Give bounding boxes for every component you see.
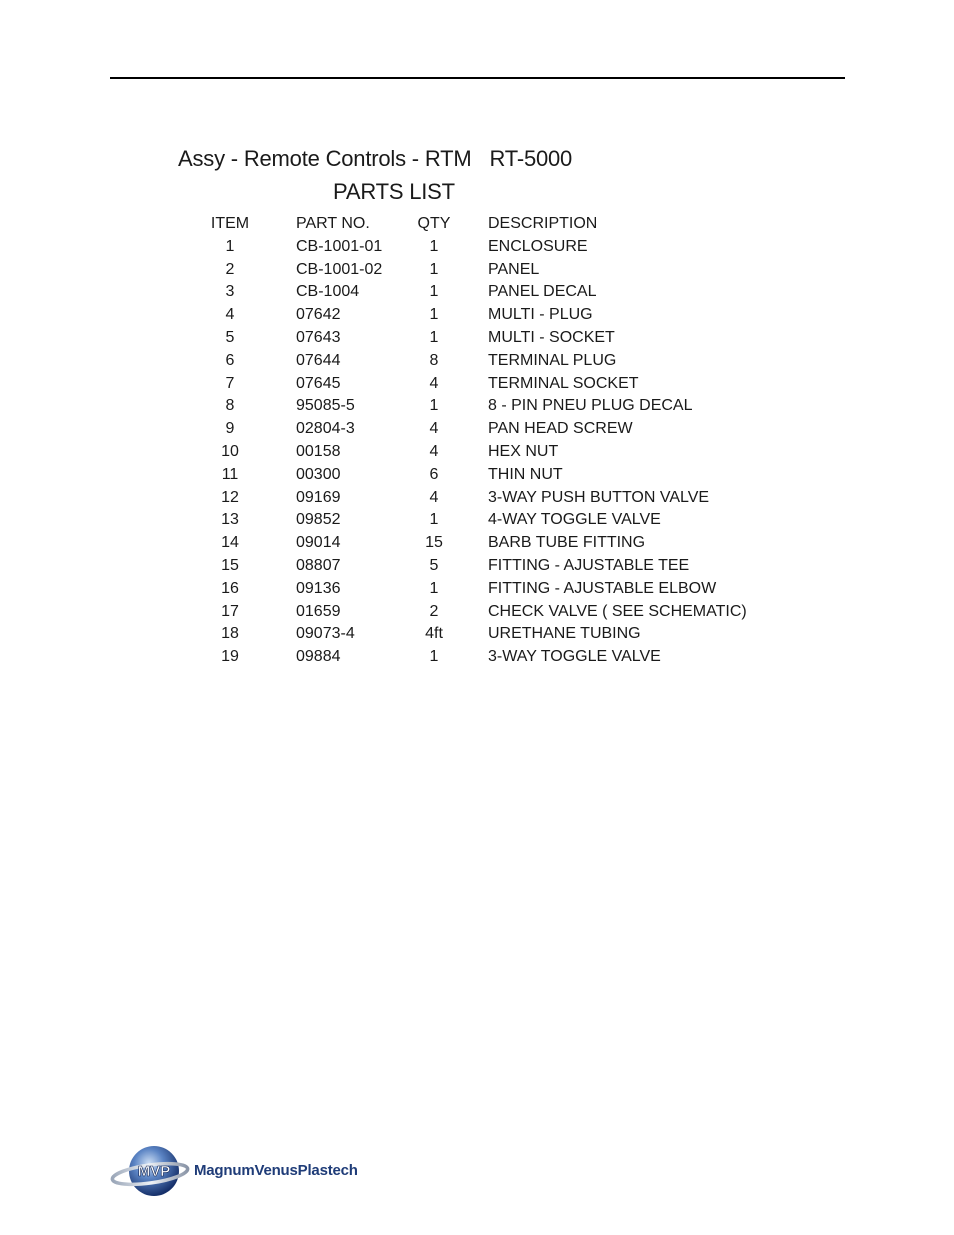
item-number: 13 (221, 511, 239, 529)
part-number: 00158 (296, 442, 341, 460)
table-row (0, 441, 954, 464)
item-number: 11 (221, 465, 239, 483)
item-number: 16 (221, 579, 239, 597)
part-number: 08807 (296, 556, 341, 574)
table-row (0, 259, 954, 282)
part-number: 09014 (296, 534, 341, 552)
item-number: 15 (221, 556, 239, 574)
item-number: 18 (221, 625, 239, 643)
table-row (0, 395, 954, 418)
part-number: CB-1004 (296, 283, 360, 301)
part-number: 09852 (296, 511, 341, 529)
column-header-qty: QTY (417, 215, 451, 232)
column-header-part-no: PART NO. (296, 215, 370, 232)
column-header-description: DESCRIPTION (488, 215, 598, 232)
description: PANEL (488, 260, 540, 278)
description: FITTING - AJUSTABLE TEE (488, 556, 690, 574)
part-number: 01659 (296, 602, 341, 620)
quantity: 1 (429, 283, 439, 301)
description: 3-WAY TOGGLE VALVE (488, 648, 661, 666)
quantity: 1 (429, 306, 439, 324)
quantity: 1 (429, 237, 439, 255)
description: THIN NUT (488, 465, 563, 483)
description: PANEL DECAL (488, 283, 597, 301)
quantity: 5 (429, 556, 439, 574)
description: 3-WAY PUSH BUTTON VALVE (488, 488, 710, 506)
item-number: 17 (221, 602, 239, 620)
quantity: 1 (429, 579, 439, 597)
part-number: 09884 (296, 648, 341, 666)
quantity: 4 (429, 420, 439, 438)
logo-mark-text: MVP (137, 1163, 171, 1180)
table-row (0, 646, 954, 669)
part-number: 07642 (296, 306, 341, 324)
part-number: 09073-4 (296, 625, 355, 643)
part-number: 07643 (296, 328, 341, 346)
description: URETHANE TUBING (488, 625, 641, 643)
part-number: 07645 (296, 374, 341, 392)
description: 4-WAY TOGGLE VALVE (488, 511, 661, 529)
description: CHECK VALVE ( SEE SCHEMATIC) (488, 602, 747, 620)
parts-table (0, 213, 954, 669)
item-number: 1 (225, 237, 235, 255)
quantity: 4 (429, 488, 439, 506)
quantity: 1 (429, 648, 439, 666)
item-number: 6 (225, 351, 235, 369)
table-row (0, 236, 954, 259)
quantity: 1 (429, 328, 439, 346)
part-number: 07644 (296, 351, 341, 369)
quantity: 1 (429, 511, 439, 529)
table-row (0, 601, 954, 624)
description: HEX NUT (488, 442, 559, 460)
table-row (0, 578, 954, 601)
company-logo (110, 1142, 410, 1202)
column-header-item: ITEM (210, 215, 250, 232)
description: TERMINAL SOCKET (488, 374, 639, 392)
assembly-title: Assy - Remote Controls - RTM (178, 146, 472, 171)
part-number: 09169 (296, 488, 341, 506)
item-number: 3 (225, 283, 235, 301)
table-row (0, 281, 954, 304)
quantity: 4 (429, 442, 439, 460)
document-title (178, 146, 572, 172)
quantity: 4ft (425, 625, 443, 643)
description: TERMINAL PLUG (488, 351, 617, 369)
description: BARB TUBE FITTING (488, 534, 646, 552)
table-row (0, 327, 954, 350)
quantity: 15 (425, 534, 443, 552)
table-row (0, 623, 954, 646)
item-number: 14 (221, 534, 239, 552)
description: 8 - PIN PNEU PLUG DECAL (488, 397, 693, 415)
item-number: 7 (225, 374, 235, 392)
part-number: 09136 (296, 579, 341, 597)
parts-list-heading: PARTS LIST (333, 179, 455, 204)
description: PAN HEAD SCREW (488, 420, 633, 438)
description: MULTI - PLUG (488, 306, 593, 324)
mvp-globe-icon (110, 1142, 190, 1200)
item-number: 12 (221, 488, 239, 506)
description: FITTING - AJUSTABLE ELBOW (488, 579, 717, 597)
model-number: RT-5000 (489, 146, 573, 171)
quantity: 6 (429, 465, 439, 483)
quantity: 2 (429, 602, 439, 620)
table-header-row (0, 213, 954, 236)
quantity: 1 (429, 397, 439, 415)
item-number: 19 (221, 648, 239, 666)
table-row (0, 532, 954, 555)
part-number: 95085-5 (296, 397, 355, 415)
table-body (0, 236, 954, 669)
item-number: 9 (225, 420, 235, 438)
quantity: 8 (429, 351, 439, 369)
table-row (0, 464, 954, 487)
table-row (0, 350, 954, 373)
part-number: 02804-3 (296, 420, 355, 438)
item-number: 5 (225, 328, 235, 346)
table-row (0, 373, 954, 396)
header-rule (110, 77, 845, 79)
item-number: 10 (221, 442, 239, 460)
table-row (0, 304, 954, 327)
description: MULTI - SOCKET (488, 328, 615, 346)
quantity: 1 (429, 260, 439, 278)
table-row (0, 509, 954, 532)
item-number: 2 (225, 260, 235, 278)
table-row (0, 487, 954, 510)
table-row (0, 418, 954, 441)
description: ENCLOSURE (488, 237, 588, 255)
part-number: 00300 (296, 465, 341, 483)
part-number: CB-1001-02 (296, 260, 383, 278)
quantity: 4 (429, 374, 439, 392)
item-number: 4 (225, 306, 235, 324)
company-name: MagnumVenusPlastech (194, 1162, 358, 1179)
item-number: 8 (225, 397, 235, 415)
part-number: CB-1001-01 (296, 237, 383, 255)
table-row (0, 555, 954, 578)
